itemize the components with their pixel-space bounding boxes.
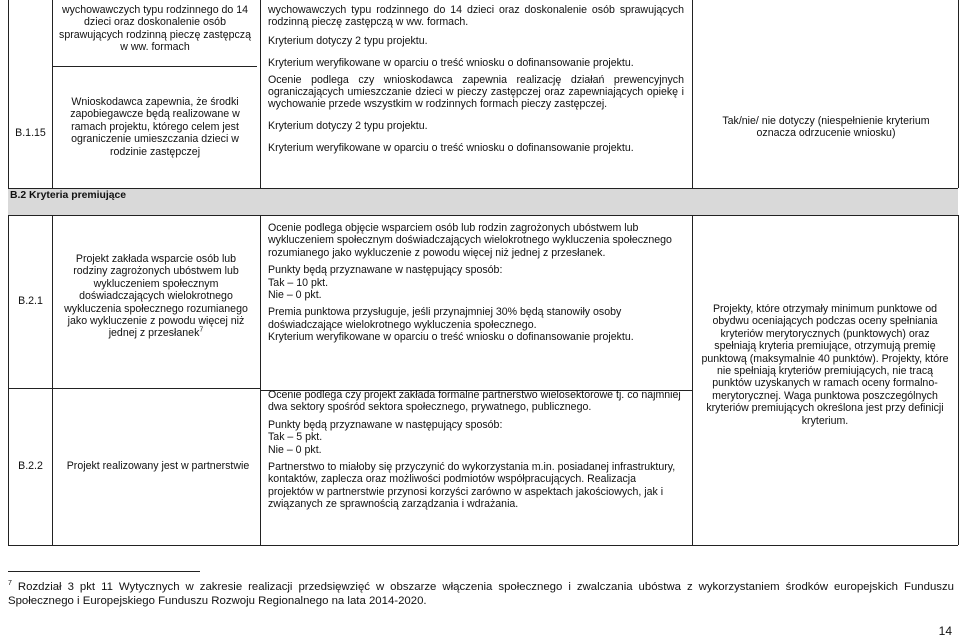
- desc-b21-p2: Premia punktowa przysługuje, jeśli przynajmniej 30% będą stanowiły osoby doświadczające wielokrotnego wykluczenia społecznego.: [268, 306, 622, 331]
- desc-b22: [268, 389, 684, 511]
- footnote: [8, 580, 954, 608]
- footnote-ref: 7: [199, 326, 204, 334]
- section-band: [8, 188, 958, 215]
- desc-b21: [268, 222, 684, 344]
- desc-b115-type1: Kryterium dotyczy 2 typu projektu.: [268, 34, 428, 47]
- desc-b22-p2: Partnerstwo to miałoby się przyczynić do wykorzystania m.in. posiadanej infrastruktury, kontaktów, zaplecza oraz możliwości podmiotów współpracujących. Realizacja projektów w partnerstwie przynosi korzyści zarówno w aspektach jakościowych, jak i związanych ze sprawnością zarządzania i wdrażania.: [268, 461, 676, 511]
- footnote-separator: [8, 571, 200, 572]
- desc-b22-points-yes: Tak – 5 pkt.: [268, 431, 323, 444]
- row-id-b21: B.2.1: [18, 295, 43, 307]
- desc-b22-points-no: Nie – 0 pkt.: [268, 443, 322, 456]
- desc-b115-type2: Kryterium dotyczy 2 typu projektu.: [268, 119, 428, 132]
- row-id-b22: B.2.2: [18, 460, 43, 472]
- criterion-b21: [60, 253, 252, 340]
- criterion-b22: Projekt realizowany jest w partnerstwie: [66, 460, 250, 472]
- row-id-b115: B.1.15: [15, 127, 46, 139]
- desc-b21-points-intro: Punkty będą przyznawane w następujący sposób:: [268, 264, 503, 277]
- desc-b21-points-yes: Tak – 10 pkt.: [268, 276, 329, 289]
- section-title: B.2 Kryteria premiujące: [10, 190, 127, 201]
- assessment-b115: Tak/nie/ nie dotyczy (niespełnienie kryterium oznacza odrzucenie wniosku): [722, 115, 930, 140]
- desc-b21-verify: Kryterium weryfikowane w oparciu o treść wniosku o dofinansowanie projektu.: [268, 331, 634, 344]
- desc-b22-p1: Ocenie podlega czy projekt zakłada formalne partnerstwo wielosektorowe tj. co najmniej dwa sektory spośród sektora społecznego, prywatnego, publicznego.: [268, 389, 681, 414]
- criterion-b21-text: Projekt zakłada wsparcie osób lub rodziny zagrożonych ubóstwem lub wykluczeniem społecznym doświadczających wielokrotnego wykluczenia społecznego rozumianego jako wykluczenie z powodu więcej niż jednej z przesłanek: [64, 253, 248, 340]
- desc-b115-verify1: Kryterium weryfikowane w oparciu o treść wniosku o dofinansowanie projektu.: [268, 57, 634, 70]
- desc-b21-p1: Ocenie podlega objęcie wsparciem osób lub rodzin zagrożonych ubóstwem lub wykluczeniem społecznym doświadczających wielokrotnego wykluczenia społecznego rozumianego jako wykluczenie z powodu więcej niż jednej z przesłanek.: [268, 222, 672, 259]
- page-number: 14: [938, 624, 952, 638]
- desc-b115-top: wychowawczych typu rodzinnego do 14 dzieci oraz doskonalenie osób sprawujących rodzinną pieczę zastępczą w ww. formach.: [268, 4, 684, 29]
- desc-b21-points-no: Nie – 0 pkt.: [268, 289, 322, 302]
- desc-b115-verify2: Kryterium weryfikowane w oparciu o treść wniosku o dofinansowanie projektu.: [268, 142, 634, 155]
- criterion-b115: Wnioskodawca zapewnia, że środki zapobiegawcze będą realizowane w ramach projektu, którego celem jest ograniczenie umieszczania dzieci w rodzinie zastępczej: [70, 96, 240, 158]
- footnote-text: Rozdział 3 pkt 11 Wytycznych w zakresie realizacji przedsięwzięć w obszarze włączenia społecznego i zwalczania ubóstwa z wykorzystaniem środków europejskich Funduszu Społecznego i Europejskiego Funduszu Rozwoju Regionalnego na lata 2014-2020.: [8, 581, 955, 607]
- desc-b115-main: Ocenie podlega czy wnioskodawca zapewnia realizację działań prewencyjnych ograniczających umieszczanie dzieci w pieczy zastępczej oraz zapewniających opiekę i wychowanie przede wszystkim w rodzinnych formach pieczy zastępczej.: [268, 73, 684, 111]
- desc-b22-points-intro: Punkty będą przyznawane w następujący sposób:: [268, 418, 503, 431]
- criterion-b115-continued: wychowawczych typu rodzinnego do 14 dzieci oraz doskonalenie osób sprawujących rodzinną pieczę zastępczą w ww. formach: [59, 4, 251, 54]
- assessment-b2: Projekty, które otrzymały minimum punktowe od obydwu oceniających podczas oceny spełniania kryteriów merytorycznych (punktowych) oraz spełniają kryteria premiujące, otrzymują premię punktową (maksymalnie 40 punktów). Projekty, które nie spełniają kryteriów premiujących, nie tracą punktów uzyskanych w ramach oceny formalno-merytorycznej. Waga punktowa poszczególnych kryteriów premiujących określona jest przy definicji kryterium.: [701, 303, 949, 427]
- desc-b115: [268, 4, 684, 155]
- footnote-number: 7: [8, 580, 12, 588]
